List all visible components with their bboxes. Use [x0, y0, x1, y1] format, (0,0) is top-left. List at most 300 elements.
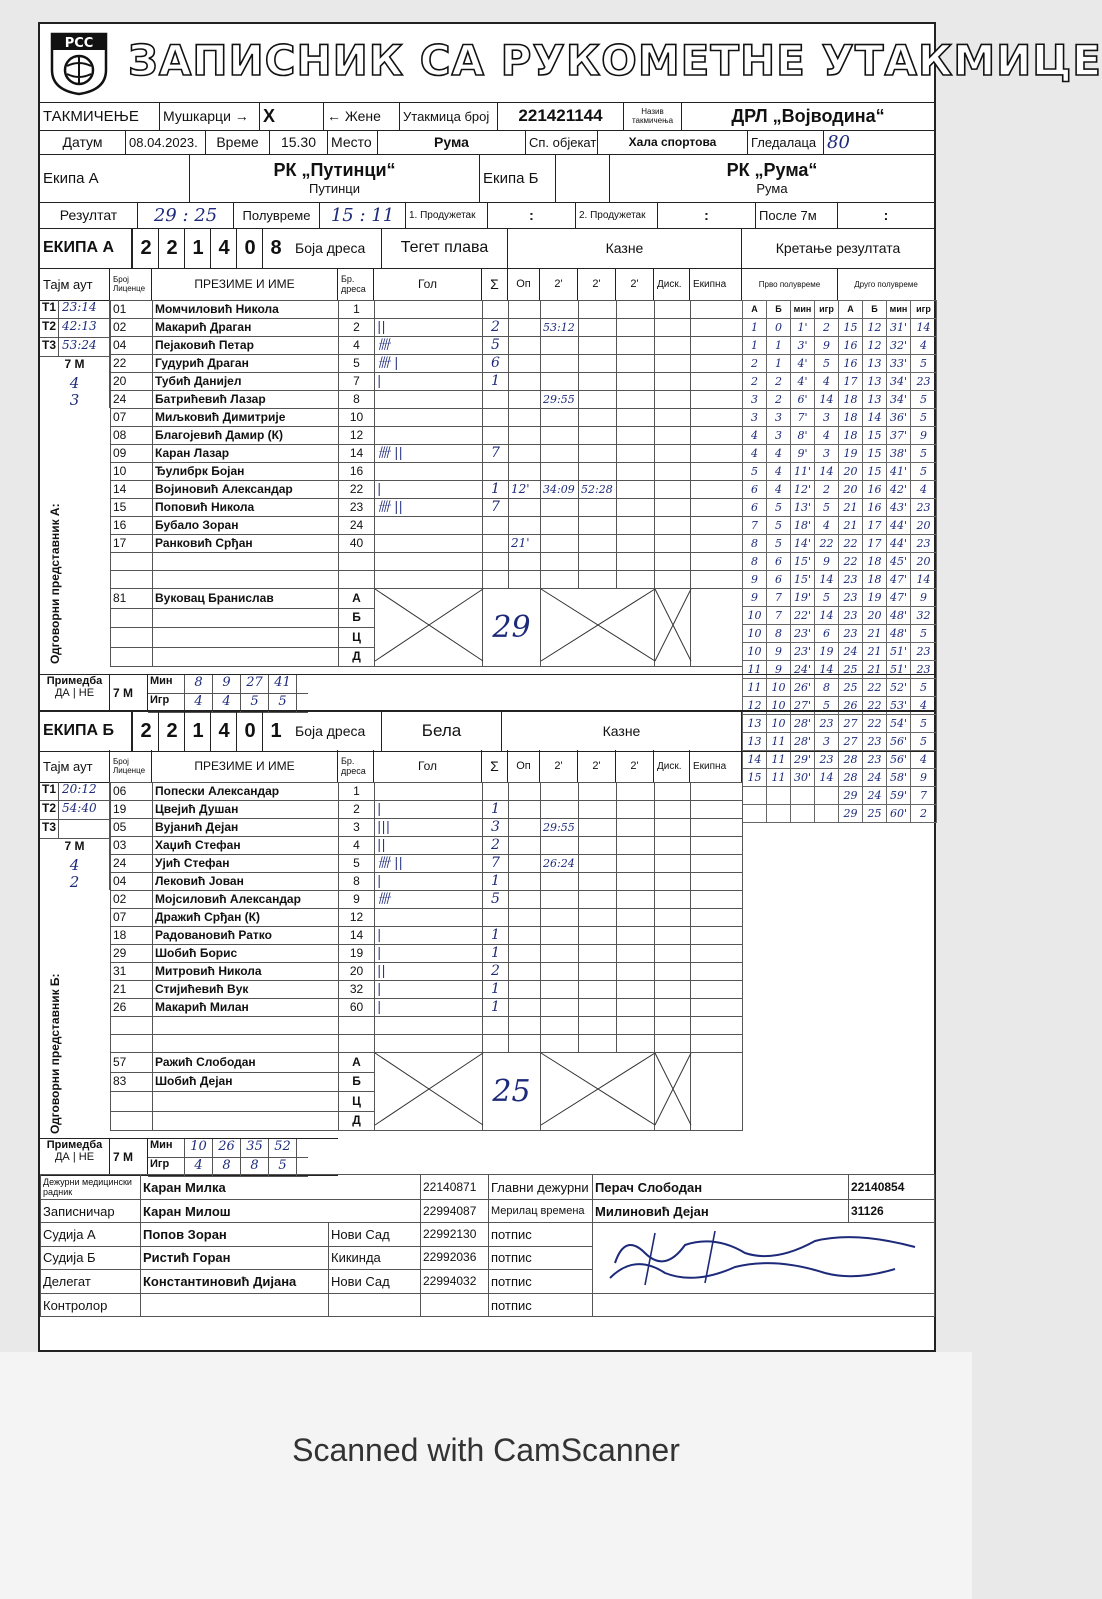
player-suspension-3 — [617, 873, 655, 891]
progress-row — [743, 607, 937, 625]
official-team-penalty — [691, 1053, 743, 1131]
team-a-penalty-cross-cell — [541, 589, 655, 667]
player-suspension-1 — [541, 999, 579, 1017]
hdr-b-op: Оп — [508, 750, 540, 782]
player-goals-sum — [483, 301, 509, 319]
progress-cell: 11 — [767, 733, 791, 751]
team-b-note-label: Примедба — [46, 1139, 103, 1151]
progress-cell: 5 — [911, 715, 937, 733]
controller-sign-label: потпис — [489, 1294, 593, 1317]
player-license — [111, 571, 153, 589]
progress-cell: 5 — [743, 463, 767, 481]
player-license: 05 — [111, 819, 153, 837]
team-b-penalty-cross-cell — [541, 1053, 655, 1131]
hdr-lic: Број Лиценце — [110, 268, 152, 300]
progress-cell: 29 — [839, 787, 863, 805]
timekeeper-lic: 31126 — [849, 1200, 935, 1223]
player-team-penalty — [691, 391, 743, 409]
player-goals-tally: ||| — [375, 819, 483, 837]
team-a-player-row — [111, 373, 743, 391]
progress-cell: 10 — [743, 625, 767, 643]
player-suspension-1 — [541, 427, 579, 445]
team-b-player-row — [111, 783, 743, 801]
player-warning — [509, 1035, 541, 1053]
progress-cell: 14 — [911, 571, 937, 589]
player-goals-sum — [483, 553, 509, 571]
team-b-penalties-label: Казне — [502, 711, 742, 751]
player-name: Бубало Зоран — [153, 517, 339, 535]
player-name: Попески Александар — [153, 783, 339, 801]
player-jersey-no — [339, 1017, 375, 1035]
scoresheet — [38, 22, 1102, 1352]
player-goals-sum: 7 — [483, 499, 509, 517]
ref-a-name: Попов Зоран — [141, 1223, 329, 1247]
player-goals-sum — [483, 517, 509, 535]
player-suspension-2 — [579, 499, 617, 517]
player-suspension-2 — [579, 337, 617, 355]
player-warning — [509, 427, 541, 445]
team-b-player-row — [111, 801, 743, 819]
progress-cell: 56' — [887, 751, 911, 769]
player-suspension-2 — [579, 927, 617, 945]
hdr-b-team-pen: Екипна — [690, 750, 742, 782]
player-team-penalty — [691, 927, 743, 945]
team-b-goal-total: 25 — [483, 1053, 541, 1131]
progress-cell — [743, 805, 767, 823]
progress-cell: 3' — [791, 337, 815, 355]
player-team-penalty — [691, 553, 743, 571]
player-license: 06 — [111, 783, 153, 801]
team-b-7m-value: 26 — [213, 1139, 241, 1157]
team-a-note-yes: ДА — [54, 687, 70, 699]
progress-cell: 41' — [887, 463, 911, 481]
progress-cell: 10 — [767, 679, 791, 697]
progress-cell: 15 — [863, 427, 887, 445]
player-license: 08 — [111, 427, 153, 445]
team-b-officials-cross-cell — [375, 1053, 483, 1131]
progress-cell: 44' — [887, 535, 911, 553]
signature-scribble-icon — [595, 1223, 935, 1289]
progress-cell: 14 — [815, 661, 839, 679]
player-suspension-3 — [617, 517, 655, 535]
player-name: Каран Лазар — [153, 445, 339, 463]
team-b-player-row — [111, 999, 743, 1017]
progress-cell: 32' — [887, 337, 911, 355]
place-label: Место — [328, 130, 378, 154]
progress-cell: 10 — [743, 643, 767, 661]
hdr-b-timeout: Тајм аут — [40, 750, 110, 782]
progress-cell: 6 — [767, 571, 791, 589]
player-license: 02 — [111, 891, 153, 909]
team-b-official-row — [111, 1053, 743, 1073]
progress-cell: 28 — [839, 751, 863, 769]
official-name: Шобић Дејан — [153, 1072, 339, 1092]
official-name — [153, 1092, 339, 1112]
team-a-timeout — [40, 300, 110, 319]
player-suspension-3 — [617, 373, 655, 391]
player-suspension-2: 52:28 — [579, 481, 617, 499]
team-b-7m-line-label: Мин — [148, 1139, 185, 1157]
team-b-player-row — [111, 819, 743, 837]
player-name: Гудурић Драган — [153, 355, 339, 373]
progress-cell: 4 — [911, 697, 937, 715]
player-goals-sum: 7 — [483, 855, 509, 873]
player-license: 16 — [111, 517, 153, 535]
team-b-timeout — [40, 801, 110, 820]
player-warning — [509, 1017, 541, 1035]
progress-cell: 13 — [743, 733, 767, 751]
player-suspension-2 — [579, 783, 617, 801]
team-a-player-row — [111, 391, 743, 409]
progress-cell: 14 — [815, 391, 839, 409]
player-suspension-1 — [541, 355, 579, 373]
player-goals-tally: | — [375, 481, 483, 499]
player-team-penalty — [691, 337, 743, 355]
progress-cell: 13' — [791, 499, 815, 517]
progress-cell: 32 — [911, 607, 937, 625]
player-goals-sum: 5 — [483, 337, 509, 355]
player-name: Батрићевић Лазар — [153, 391, 339, 409]
team-a-code-digit: 8 — [262, 228, 289, 268]
player-goals-tally: | — [375, 945, 483, 963]
player-name — [153, 1035, 339, 1053]
team-b-player-row — [111, 927, 743, 945]
progress-row — [743, 463, 937, 481]
progress-cell — [791, 805, 815, 823]
player-suspension-1: 29:55 — [541, 391, 579, 409]
official-role: Ц — [339, 1092, 375, 1112]
team-b-city: Рума — [756, 181, 788, 196]
team-b-7m-value: 4 — [185, 1158, 213, 1176]
progress-cell: 20 — [911, 553, 937, 571]
progress-row — [743, 769, 937, 787]
player-suspension-3 — [617, 819, 655, 837]
player-goals-tally: || — [375, 319, 483, 337]
player-suspension-3 — [617, 855, 655, 873]
player-suspension-1: 53:12 — [541, 319, 579, 337]
player-goals-sum — [483, 1017, 509, 1035]
controller-label: Контролор — [41, 1294, 141, 1317]
player-disqualification — [655, 873, 691, 891]
team-b-disq-cross-cell — [655, 1053, 691, 1131]
player-team-penalty — [691, 517, 743, 535]
player-warning: 21' — [509, 535, 541, 553]
player-goals-tally: 卌 — [375, 337, 483, 355]
team-a-player-row — [111, 481, 743, 499]
player-warning — [509, 837, 541, 855]
progress-cell: 21 — [839, 517, 863, 535]
match-number: 221421144 — [498, 102, 624, 130]
player-team-penalty — [691, 981, 743, 999]
progress-row — [743, 805, 937, 823]
team-b-code-digit: 1 — [262, 711, 289, 751]
player-name: Ранковић Срђан — [153, 535, 339, 553]
official-name: Вуковац Бранислав — [153, 589, 339, 609]
progress-cell: 20 — [863, 607, 887, 625]
player-license — [111, 553, 153, 571]
player-suspension-1 — [541, 553, 579, 571]
team-b-7m-value: 10 — [185, 1139, 213, 1157]
player-disqualification — [655, 499, 691, 517]
progress-cell: 22 — [815, 535, 839, 553]
player-suspension-3 — [617, 571, 655, 589]
player-name: Вујанић Дејан — [153, 819, 339, 837]
progress-cell: 29' — [791, 751, 815, 769]
team-b-timeout-label: Т3 — [40, 820, 59, 838]
player-suspension-1 — [541, 337, 579, 355]
team-b-7m-line — [148, 1139, 308, 1158]
hdr-first-half: Прво полувреме — [742, 268, 838, 300]
official-role: А — [339, 1053, 375, 1073]
team-b-note-row — [40, 1138, 338, 1176]
progress-cell: 20 — [839, 481, 863, 499]
progress-row — [743, 787, 937, 805]
team-b-jersey: Бела — [382, 711, 502, 751]
player-suspension-3 — [617, 463, 655, 481]
player-jersey-no: 10 — [339, 409, 375, 427]
progress-cell: 1' — [791, 319, 815, 337]
cross-out-icon — [541, 589, 655, 661]
competition-label: ТАКМИЧЕЊЕ — [40, 102, 160, 130]
progress-cell: 15 — [839, 319, 863, 337]
player-name: Тубић Данијел — [153, 373, 339, 391]
player-suspension-2 — [579, 301, 617, 319]
player-goals-sum — [483, 391, 509, 409]
team-a-7m-grid — [148, 675, 308, 711]
player-license: 03 — [111, 837, 153, 855]
team-b-note: Примедба ДА | НЕ — [40, 1139, 110, 1175]
team-b-player-row — [111, 981, 743, 999]
progress-cell: 31' — [887, 319, 911, 337]
player-name: Радовановић Ратко — [153, 927, 339, 945]
player-team-penalty — [691, 571, 743, 589]
progress-cell: 22 — [839, 535, 863, 553]
progress-cell: 11 — [767, 769, 791, 787]
progress-cell: 2 — [815, 319, 839, 337]
progress-cell: 22 — [863, 679, 887, 697]
player-license: 19 — [111, 801, 153, 819]
progress-cell: 2 — [815, 481, 839, 499]
team-b-player-row — [111, 1017, 743, 1035]
officials-section — [40, 1174, 934, 1350]
player-team-penalty — [691, 427, 743, 445]
team-b-timeouts — [40, 782, 110, 890]
progress-cell: 14 — [815, 769, 839, 787]
team-a-official-row — [111, 589, 743, 609]
progress-cell: 11 — [767, 751, 791, 769]
sheet-header — [40, 24, 1102, 103]
player-goals-sum: 1 — [483, 981, 509, 999]
player-warning — [509, 571, 541, 589]
team-a-title: ЕКИПА А — [40, 228, 132, 268]
player-goals-tally: | — [375, 801, 483, 819]
progress-row — [743, 571, 937, 589]
progress-cell: 12' — [791, 481, 815, 499]
progress-col-header: игр — [815, 301, 839, 319]
hdr-sum: Σ — [482, 268, 508, 300]
player-suspension-3 — [617, 535, 655, 553]
progress-cell: 23 — [911, 373, 937, 391]
ref-b-sign-label: потпис — [489, 1246, 593, 1270]
progress-cell: 33' — [887, 355, 911, 373]
player-suspension-3 — [617, 355, 655, 373]
progress-cell: 25 — [863, 805, 887, 823]
player-license: 07 — [111, 909, 153, 927]
progress-cell: 18 — [839, 427, 863, 445]
team-a-code — [132, 228, 292, 268]
hdr-b-lic: Број Лиценце — [110, 750, 152, 782]
player-goals-tally — [375, 301, 483, 319]
progress-cell: 6 — [767, 553, 791, 571]
hdr-jersey-no: Бр. дреса — [338, 268, 374, 300]
progress-cell: 3 — [815, 445, 839, 463]
player-goals-tally — [375, 909, 483, 927]
progress-cell: 12 — [743, 697, 767, 715]
player-suspension-2 — [579, 837, 617, 855]
team-b-code-digit: 2 — [158, 711, 185, 751]
progress-col-header: Б — [767, 301, 791, 319]
team-a-column-headers — [40, 268, 934, 301]
controller-sign — [593, 1294, 935, 1317]
progress-cell: 23 — [863, 733, 887, 751]
team-b-cell — [610, 154, 934, 202]
progress-cell: 1 — [767, 337, 791, 355]
player-name: Војиновић Александар — [153, 481, 339, 499]
hdr-two-2: 2' — [578, 268, 616, 300]
progress-cell: 25 — [839, 679, 863, 697]
scorer-lic: 22994087 — [421, 1200, 489, 1223]
team-a-player-row — [111, 301, 743, 319]
progress-cell: 17 — [863, 535, 887, 553]
player-warning — [509, 927, 541, 945]
player-suspension-3 — [617, 301, 655, 319]
progress-cell: 15 — [743, 769, 767, 787]
player-warning — [509, 337, 541, 355]
progress-cell: 3 — [743, 391, 767, 409]
player-name: Поповић Никола — [153, 499, 339, 517]
player-license: 24 — [111, 855, 153, 873]
player-suspension-3 — [617, 553, 655, 571]
progress-cell: 47' — [887, 589, 911, 607]
player-suspension-3 — [617, 391, 655, 409]
player-disqualification — [655, 337, 691, 355]
team-b-7m-value: 8 — [213, 1158, 241, 1176]
progress-cell: 5 — [815, 355, 839, 373]
progress-col-header: мин — [887, 301, 911, 319]
player-goals-sum — [483, 463, 509, 481]
official-license: 83 — [111, 1072, 153, 1092]
progress-cell: 23 — [839, 589, 863, 607]
signatures — [593, 1223, 935, 1294]
player-suspension-1 — [541, 571, 579, 589]
player-goals-sum: 6 — [483, 355, 509, 373]
progress-cell: 5 — [911, 733, 937, 751]
team-a-7m-value: 4 — [213, 694, 241, 712]
player-license: 15 — [111, 499, 153, 517]
player-name: Стијићевић Вук — [153, 981, 339, 999]
progress-cell: 23' — [791, 625, 815, 643]
player-disqualification — [655, 445, 691, 463]
progress-cell: 4 — [743, 427, 767, 445]
player-license: 26 — [111, 999, 153, 1017]
progress-cell: 14' — [791, 535, 815, 553]
player-goals-tally: || — [375, 963, 483, 981]
progress-cell: 56' — [887, 733, 911, 751]
progress-cell: 11 — [743, 679, 767, 697]
player-team-penalty — [691, 409, 743, 427]
player-suspension-1: 26:24 — [541, 855, 579, 873]
team-b-rep-label: Одговорни представник Б: — [48, 973, 62, 1134]
progress-cell: 7 — [767, 607, 791, 625]
player-goals-sum: 2 — [483, 963, 509, 981]
team-a-timeout-label: Т2 — [40, 319, 59, 337]
progress-cell: 4' — [791, 373, 815, 391]
progress-cell: 5 — [911, 409, 937, 427]
player-team-penalty — [691, 837, 743, 855]
team-a-header — [40, 228, 934, 269]
player-goals-tally: | — [375, 927, 483, 945]
player-team-penalty — [691, 481, 743, 499]
progress-cell: 60' — [887, 805, 911, 823]
progress-cell: 3 — [767, 427, 791, 445]
hdr-b-two-3: 2' — [616, 750, 654, 782]
delegate-city: Нови Сад — [329, 1270, 421, 1294]
progress-row — [743, 337, 937, 355]
player-suspension-1 — [541, 783, 579, 801]
team-b-7m-value: 52 — [269, 1139, 297, 1157]
timekeeper-name: Милиновић Дејан — [593, 1200, 849, 1223]
hdr-b-disq: Диск. — [654, 750, 690, 782]
progress-cell: 43' — [887, 499, 911, 517]
progress-cell: 15 — [863, 445, 887, 463]
official-license — [111, 1092, 153, 1112]
player-license: 31 — [111, 963, 153, 981]
progress-cell: 22 — [863, 697, 887, 715]
player-team-penalty — [691, 355, 743, 373]
progress-cell: 15 — [863, 463, 887, 481]
progress-cell: 14 — [815, 571, 839, 589]
ot2-label: 2. Продужетак — [576, 202, 658, 228]
men-arrow: → — [234, 108, 249, 124]
progress-row — [743, 373, 937, 391]
player-team-penalty — [691, 783, 743, 801]
progress-cell: 20 — [911, 517, 937, 535]
progress-col-header: игр — [911, 301, 937, 319]
player-suspension-1: 29:55 — [541, 819, 579, 837]
player-name: Мојсиловић Александар — [153, 891, 339, 909]
progress-row — [743, 427, 937, 445]
player-suspension-3 — [617, 945, 655, 963]
player-suspension-1 — [541, 981, 579, 999]
progress-cell: 28 — [839, 769, 863, 787]
player-warning — [509, 301, 541, 319]
progress-cell — [815, 805, 839, 823]
player-suspension-1 — [541, 837, 579, 855]
team-a-7m-line-label: Мин — [148, 675, 185, 693]
ref-b-city: Кикинда — [329, 1246, 421, 1270]
official-role: Ц — [339, 628, 375, 648]
hdr-disq: Диск. — [654, 268, 690, 300]
team-a-timeout — [40, 338, 110, 357]
medic-name: Каран Милка — [141, 1175, 421, 1200]
progress-cell: 8' — [791, 427, 815, 445]
progress-cell: 27 — [839, 715, 863, 733]
player-warning — [509, 445, 541, 463]
player-disqualification — [655, 1035, 691, 1053]
date-row — [40, 130, 934, 155]
team-a-7m-value: 5 — [241, 694, 269, 712]
team-b-timeout-label: Т2 — [40, 801, 59, 819]
